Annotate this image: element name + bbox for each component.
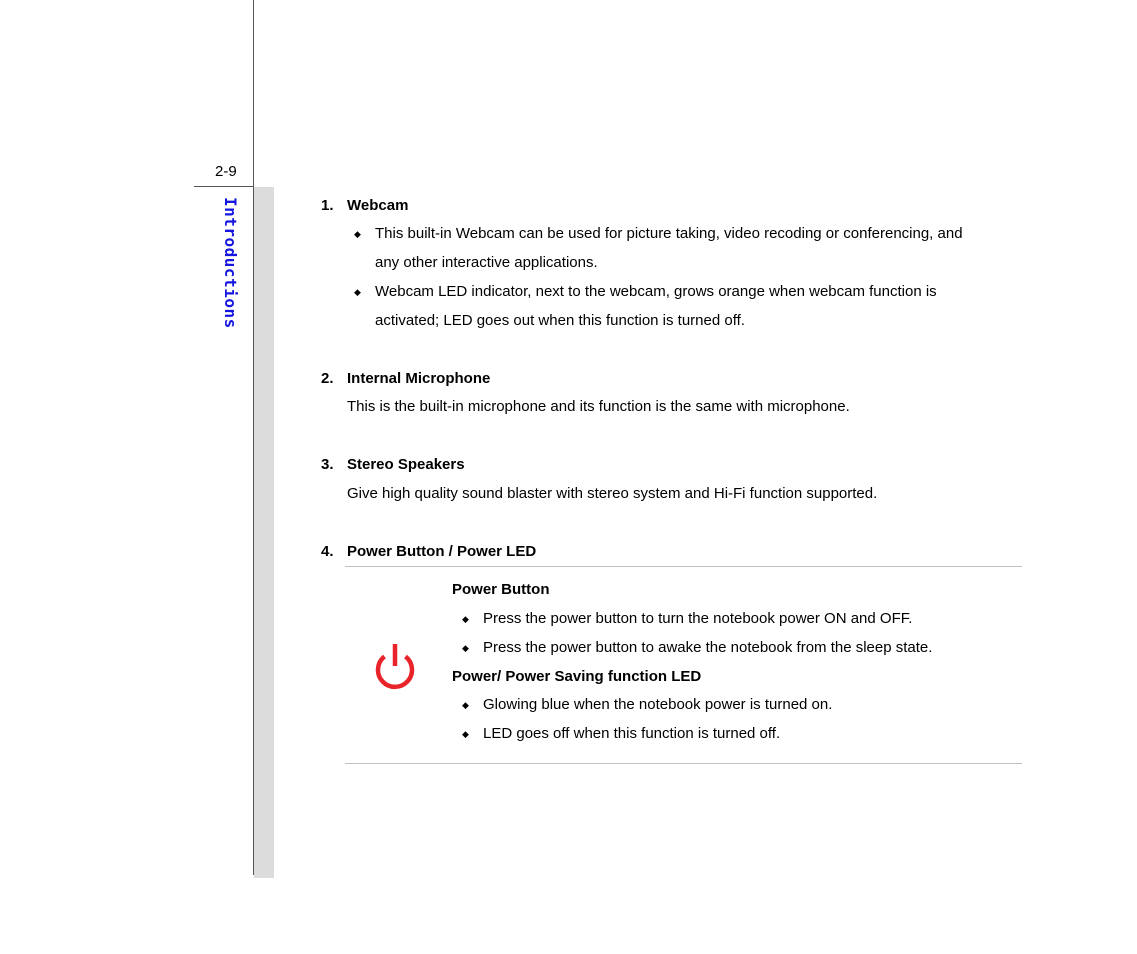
table-top-rule	[345, 566, 1022, 567]
bullet-icon: ◆	[462, 700, 469, 710]
item-title-microphone: Internal Microphone	[347, 370, 491, 387]
page-number-rule	[194, 186, 254, 187]
webcam-bullet-2-line-2: activated; LED goes out when this function is turned off.	[375, 312, 745, 329]
page-number: 2-9	[215, 163, 237, 180]
microphone-description: This is the built-in microphone and its function is the same with microphone.	[347, 398, 850, 415]
item-number: 4.	[321, 543, 334, 560]
bullet-icon: ◆	[462, 643, 469, 653]
power-button-bullet-1: Press the power button to turn the notebook power ON and OFF.	[483, 610, 913, 627]
speakers-description: Give high quality sound blaster with stereo system and Hi-Fi function supported.	[347, 485, 878, 502]
bullet-icon: ◆	[354, 229, 361, 239]
bullet-icon: ◆	[462, 729, 469, 739]
section-tab-label: Introductions	[221, 197, 240, 329]
item-title-webcam: Webcam	[347, 197, 409, 214]
power-button-heading: Power Button	[452, 581, 550, 598]
power-led-bullet-2: LED goes off when this function is turned off.	[483, 725, 781, 742]
power-led-bullet-1: Glowing blue when the notebook power is turned on.	[483, 696, 833, 713]
item-number: 1.	[321, 197, 334, 214]
power-icon	[373, 642, 417, 690]
webcam-bullet-2-line-1: Webcam LED indicator, next to the webcam, grows orange when webcam function is	[375, 283, 937, 300]
webcam-bullet-1-line-1: This built-in Webcam can be used for picture taking, video recoding or conferencing, and	[375, 225, 963, 242]
item-number: 2.	[321, 370, 334, 387]
table-bottom-rule	[345, 763, 1022, 764]
power-button-bullet-2: Press the power button to awake the notebook from the sleep state.	[483, 639, 933, 656]
webcam-bullet-1-line-2: any other interactive applications.	[375, 254, 598, 271]
margin-gray-bar	[254, 187, 274, 878]
item-title-speakers: Stereo Speakers	[347, 456, 465, 473]
power-led-heading: Power/ Power Saving function LED	[452, 668, 702, 685]
bullet-icon: ◆	[462, 614, 469, 624]
item-title-power: Power Button / Power LED	[347, 543, 537, 560]
bullet-icon: ◆	[354, 287, 361, 297]
item-number: 3.	[321, 456, 334, 473]
